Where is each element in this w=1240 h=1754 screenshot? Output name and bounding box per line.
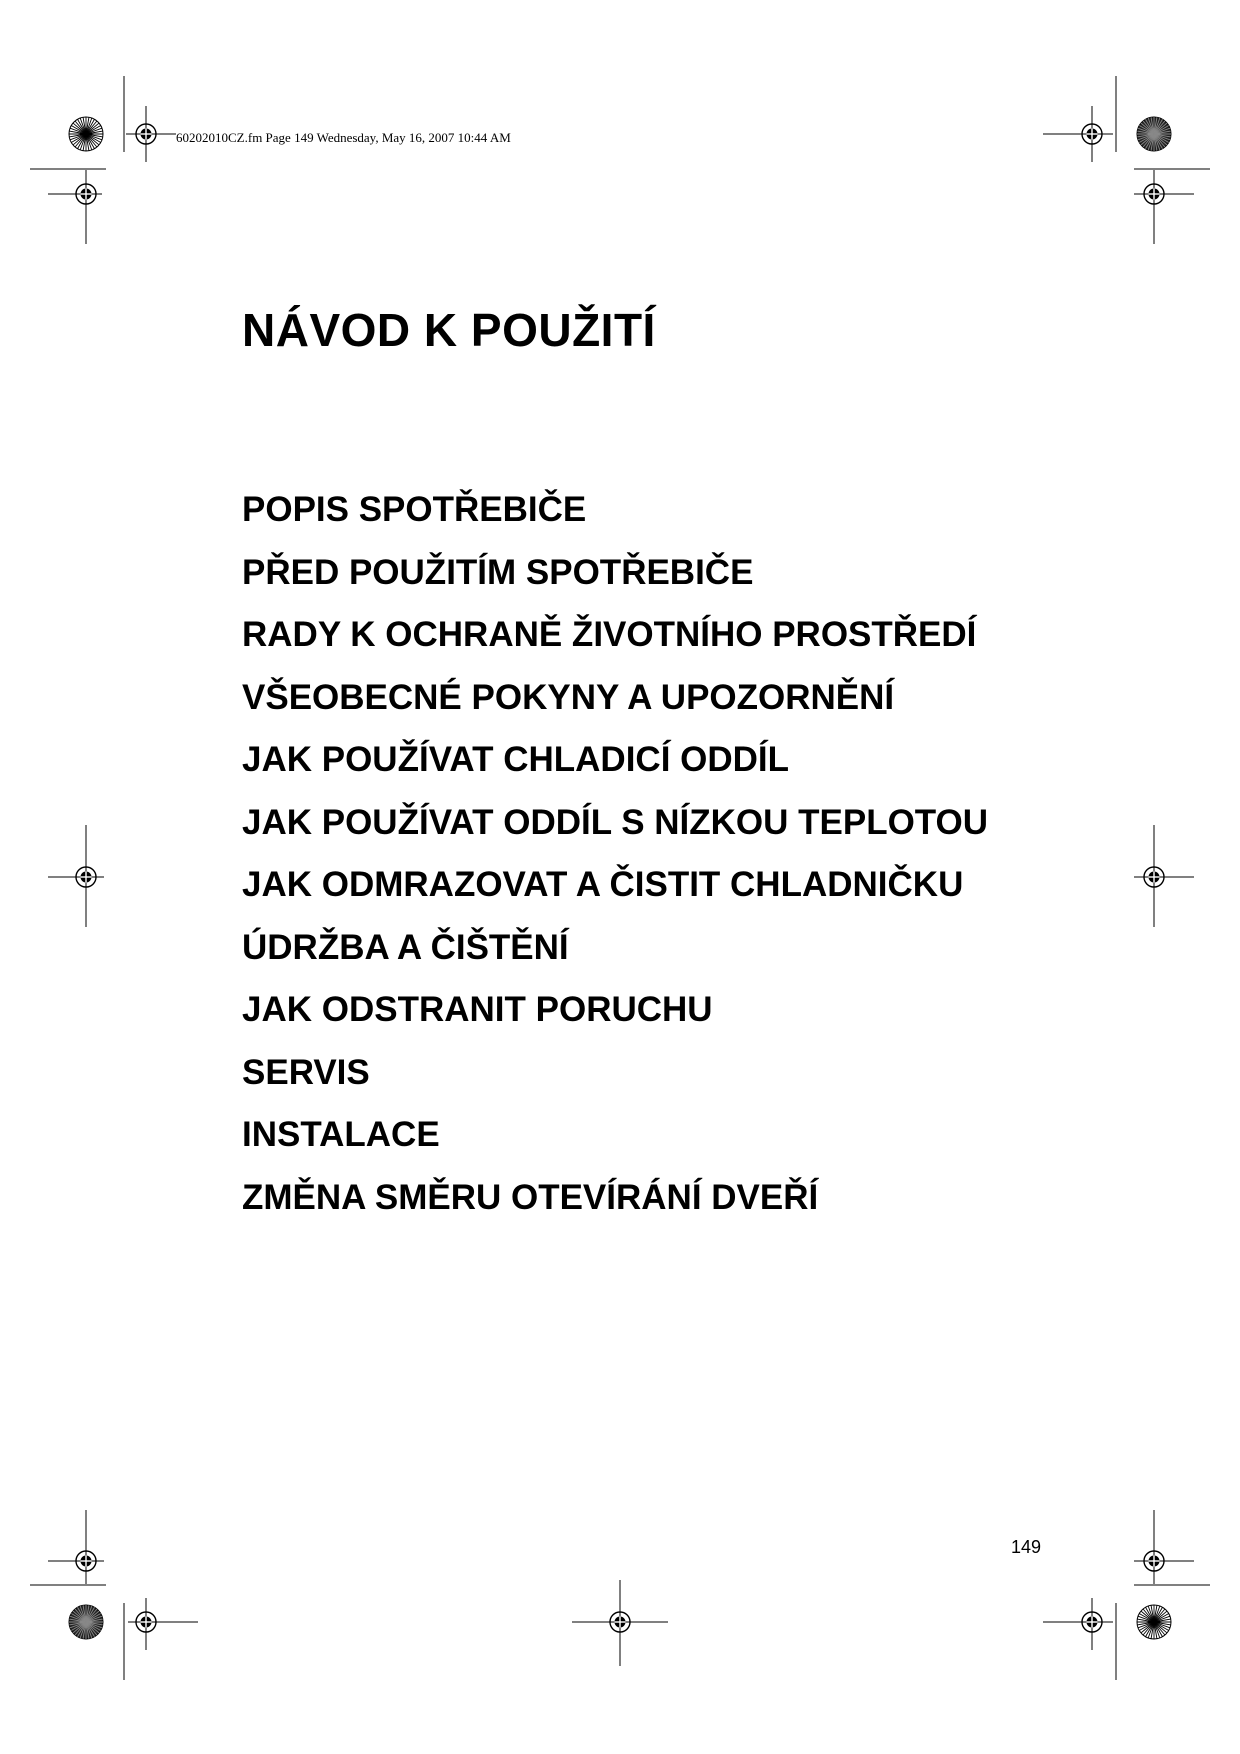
toc-item: JAK POUŽÍVAT ODDÍL S NÍZKOU TEPLOTOU	[242, 802, 989, 842]
toc-item: VŠEOBECNÉ POKYNY A UPOZORNĚNÍ	[242, 677, 895, 717]
toc-item: JAK POUŽÍVAT CHLADICÍ ODDÍL	[242, 740, 790, 779]
toc-item: SERVIS	[242, 1052, 370, 1092]
print-slug: 60202010CZ.fm Page 149 Wednesday, May 16, 2007 10:44 AM	[176, 130, 511, 145]
page-number: 149	[1011, 1537, 1042, 1557]
table-of-contents	[242, 484, 988, 1234]
starburst-registration-icon	[1137, 117, 1171, 151]
toc-item: INSTALACE	[242, 1115, 440, 1154]
toc-item: JAK ODSTRANIT PORUCHU	[242, 990, 713, 1029]
toc-item: PŘED POUŽITÍM SPOTŘEBIČE	[242, 552, 754, 592]
toc-item: JAK ODMRAZOVAT A ČISTIT CHLADNIČKU	[242, 865, 964, 904]
page-title: NÁVOD K POUŽITÍ	[242, 304, 656, 356]
toc-item: ÚDRŽBA A ČIŠTĚNÍ	[242, 927, 569, 967]
starburst-registration-icon	[69, 1605, 103, 1639]
starburst-registration-icon	[1137, 1605, 1171, 1639]
toc-item: RADY K OCHRANĚ ŽIVOTNÍHO PROSTŘEDÍ	[242, 615, 977, 654]
starburst-registration-icon	[69, 117, 103, 151]
toc-item: ZMĚNA SMĚRU OTEVÍRÁNÍ DVEŘÍ	[242, 1177, 819, 1217]
toc-item: POPIS SPOTŘEBIČE	[242, 490, 587, 529]
